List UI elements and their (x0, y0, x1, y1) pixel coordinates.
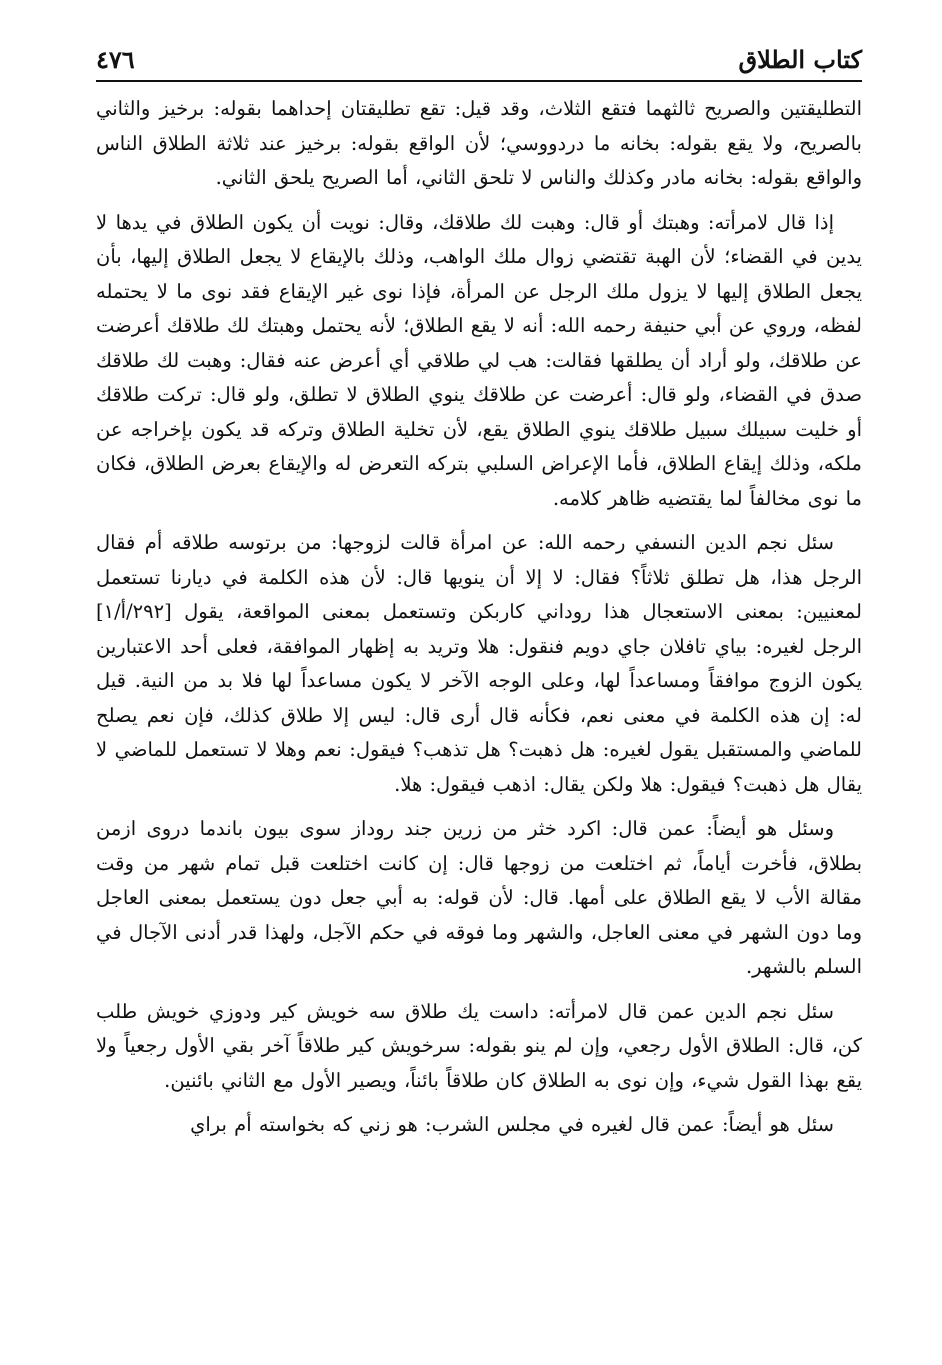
paragraph-2: إذا قال لامرأته: وهبتك أو قال: وهبت لك طلاقك، وقال: نويت أن يكون الطلاق في يدها لا يدين في القضاء؛ لأن الهبة تقتضي زوال ملك الواهب، وذلك بالإيقاع لا يجعل الطلاق إليها، بأن يجعل الطلاق إليها لا يزول ملك الرجل عن المرأة، فإذا نوى غير الإيقاع فقد نوى ما لا يحتمله لفظه، وروي عن أبي حنيفة رحمه الله: أنه لا يقع الطلاق؛ لأنه يحتمل وهبتك لك طلاقك أعرضت عن طلاقك، ولو أراد أن يطلقها فقالت: هب لي طلاقي أي أعرض عنه فقال: وهبت لك طلاقك صدق في القضاء، ولو قال: أعرضت عن طلاقك ينوي الطلاق لا تطلق، ولو قال: تركت طلاقك أو خليت سبيلك سبيل طلاقك ينوي الطلاق يقع، لأن تخلية الطلاق وتركه قد يكون بإخراجه عن ملكه، وذلك إيقاع الطلاق، فأما الإعراض السلبي بتركه التعرض له والإيقاع بعرض الطلاق، فكان ما نوى مخالفاً لما يقتضيه ظاهر كلامه. (96, 210, 862, 510)
paragraph-5: سئل نجم الدين عمن قال لامرأته: داست يك طلاق سه خويش كير ودوزي خويش طلب كن، قال: الطلاق الأول رجعي، وإن لم ينو بقوله: سرخويش كير طلاقاً آخر بقي الأول رجعياً ولا يقع بهذا القول شيء، وإن نوى به الطلاق كان طلاقاً بائناً، ويصير الأول مع الثاني بائنين. (96, 999, 862, 1092)
paragraph-4: وسئل هو أيضاً: عمن قال: اكرد خثر من زرين جند روداز سوى بيون باندما دروى ازمن بطلاق، فأخرت أياماً، ثم اختلعت من زوجها قال: إن كانت اختلعت قبل تمام شهر من وقت مقالة الأب لا يقع الطلاق على أمها. قال: لأن قوله: به أبي جعل دون يستعمل بمعنى العاجل وما دون الشهر في معنى العاجل، والشهر وما فوقه في حكم الآجل، ولهذا قدر أدنى الآجال في السلم بالشهر. (96, 817, 862, 978)
paragraph-1: التطليقتين والصريح ثالثهما فتقع الثلاث، وقد قيل: تقع تطليقتان إحداهما بقوله: برخيز والثاني بالصريح، ولا يقع بقوله: بخانه ما دردووسي؛ لأن الواقع بقوله: برخيز عند ثلاثة الطلاق الناس والواقع بقوله: بخانه مادر وكذلك والناس لا تلحق الثاني، أما الصريح يلحق الثاني. (96, 97, 862, 189)
book-title: كتاب الطلاق (738, 45, 862, 74)
paragraph-6: سئل هو أيضاً: عمن قال لغيره في مجلس الشرب: هو زني كه بخواسته أم براي (190, 1113, 834, 1136)
page-body (96, 92, 862, 1143)
page-number: ٤٧٦ (96, 45, 135, 74)
page-header (96, 32, 862, 82)
paragraph-3: سئل نجم الدين النسفي رحمه الله: عن امرأة قالت لزوجها: من برتوسه طلاقه أم فقال الرجل هذا، هل تطلق ثلاثاً؟ فقال: لا إلا أن ينويها قال: لأن هذه الكلمة في ديارنا تستعمل لمعنيين: بمعنى الاستعجال هذا روداني كاربكن وتستعمل بمعنى المواقعة، يقول [٢٩٢/أ/١] الرجل لغيره: بياي تافلان جاي دويم فنقول: هلا وتريد به إظهار الموافقة، فعلى أحد الاعتبارين يكون الزوج موافقاً ومساعداً لها، وعلى الوجه الآخر لا يكون مساعداً لها فلا بد من النية. قيل له: إن هذه الكلمة في معنى نعم، فكأنه قال أرى قال: ليس إلا طلاق كذلك، فإن نعم يصلح للماضي والمستقبل يقول لغيره: هل ذهبت؟ هل تذهب؟ فيقول: نعم وهلا لا تستعمل للماضي لا يقال هل ذهبت؟ فيقول: هلا ولكن يقال: اذهب فيقول: هلا. (96, 531, 862, 796)
